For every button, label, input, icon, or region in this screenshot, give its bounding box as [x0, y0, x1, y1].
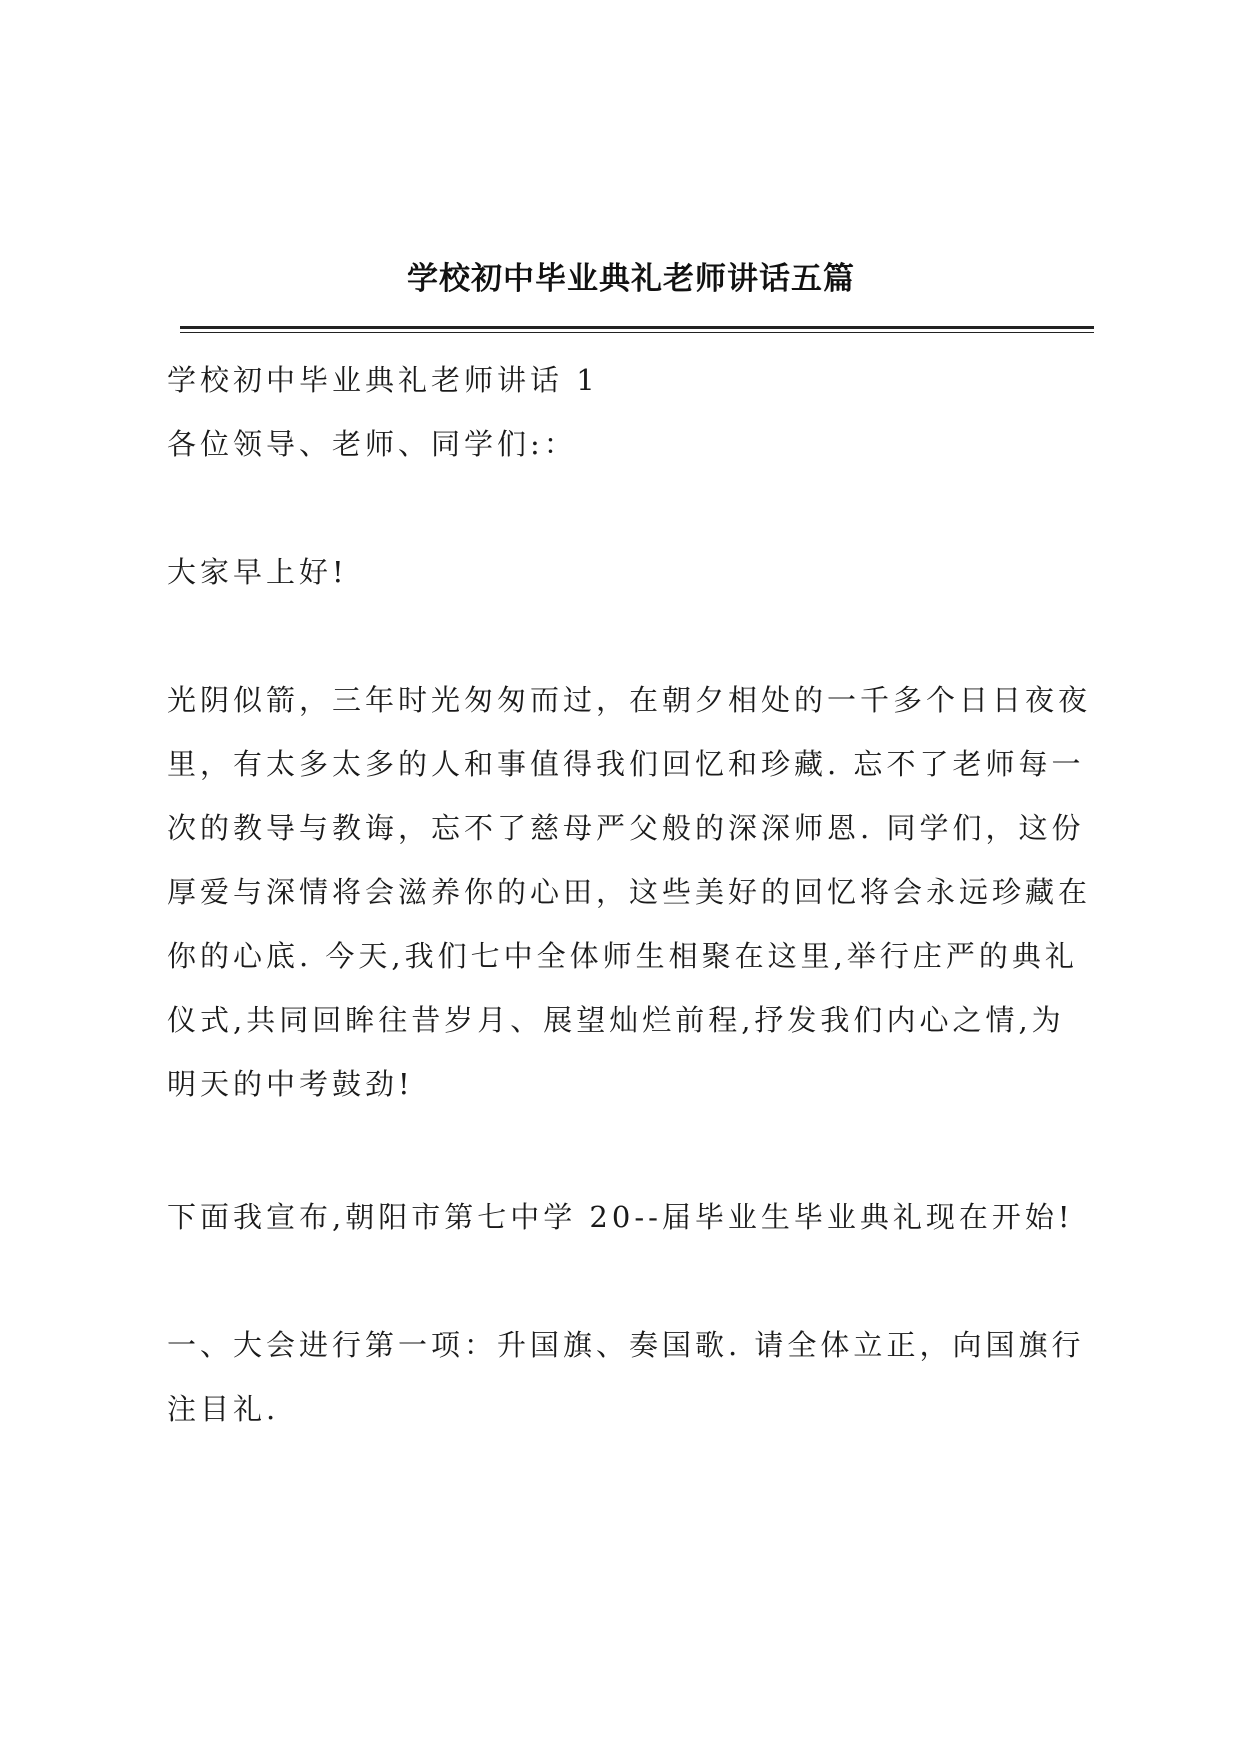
item-1	[167, 1313, 1097, 1441]
paragraph-1	[167, 668, 1097, 1116]
greeting: 大家早上好!	[167, 555, 348, 589]
salutation: 各位领导、老师、同学们:：	[167, 427, 577, 461]
greeting-block	[167, 540, 1097, 604]
title-divider-thin	[180, 332, 1094, 333]
paragraph-line: 光阴似箭，三年时光匆匆而过，在朝夕相处的一千多个日日夜夜	[167, 683, 1092, 717]
document-title: 学校初中毕业典礼老师讲话五篇	[407, 261, 855, 297]
paragraph-line: 厚爱与深情将会滋养你的心田，这些美好的回忆将会永远珍藏在	[167, 875, 1092, 909]
title-divider-thick	[180, 326, 1094, 329]
paragraph-line: 次的教导与教诲，忘不了慈母严父般的深深师恩. 同学们，这份	[167, 811, 1085, 845]
announcement-block	[167, 1185, 1097, 1249]
announcement: 下面我宣布,朝阳市第七中学 20--届毕业生毕业典礼现在开始!	[167, 1200, 1074, 1234]
paragraph-line: 明天的中考鼓劲!	[167, 1067, 414, 1101]
item-line: 注目礼.	[167, 1392, 280, 1426]
paragraph-line: 仪式,共同回眸往昔岁月、展望灿烂前程,抒发我们内心之情,为	[167, 1003, 1065, 1037]
paragraph-line: 你的心底. 今天,我们七中全体师生相聚在这里,举行庄严的典礼	[167, 939, 1078, 973]
section-heading-block	[167, 348, 1097, 476]
section-heading: 学校初中毕业典礼老师讲话 1	[167, 363, 599, 397]
item-line: 一、大会进行第一项：升国旗、奏国歌. 请全体立正，向国旗行	[167, 1328, 1085, 1362]
paragraph-line: 里，有太多太多的人和事值得我们回忆和珍藏. 忘不了老师每一	[167, 747, 1085, 781]
